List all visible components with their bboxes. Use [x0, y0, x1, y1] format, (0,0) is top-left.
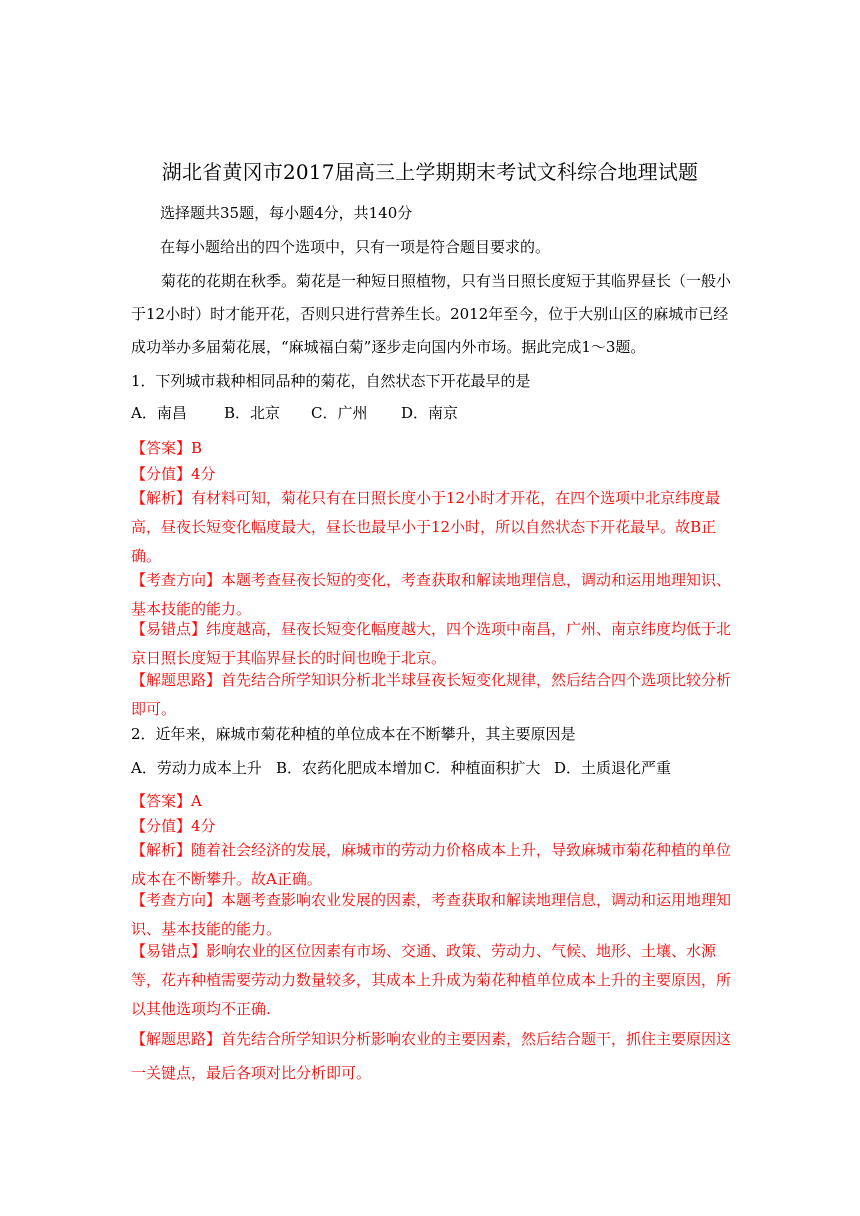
question-2-score: 【分值】4分: [131, 817, 216, 835]
question-2-options: [131, 758, 671, 778]
passage-paragraph: 菊花的花期在秋季。菊花是一种短日照植物，只有当日照长度短于其临界昼长（一般小于12小时）时才能开花，否则只进行营养生长。2012年至今，位于大别山区的麻城市已经成功举办多届菊花展，“麻城福白菊”逐步走向国内外市场。据此完成1～3题。: [131, 272, 732, 356]
question-2-option-d: D．土质退化严重: [554, 759, 672, 777]
question-2-focus: 【考查方向】本题考查影响农业发展的因素，考查获取和解读地理信息，调动和运用地理知识、基本技能的能力。: [131, 891, 732, 938]
question-1-option-b: B．北京: [224, 404, 281, 422]
question-1-option-c: C．广州: [311, 404, 368, 422]
question-2-stem: 2．近年来，麻城市菊花种植的单位成本在不断攀升，其主要原因是: [131, 725, 576, 743]
question-2-option-b: B．农药化肥成本增加: [276, 759, 423, 777]
question-1-answer: 【答案】B: [131, 439, 203, 457]
question-1-option-a: A．南昌: [131, 404, 187, 422]
question-2-approach: 【解题思路】首先结合所学知识分析影响农业的主要因素，然后结合题干，抓住主要原因这一关键点，最后各项对比分析即可。: [131, 1030, 732, 1082]
question-1-stem: 1．下列城市栽种相同品种的菊花，自然状态下开花最早的是: [131, 372, 531, 390]
question-1-analysis: 【解析】有材料可知，菊花只有在日照长度小于12小时才开花，在四个选项中北京纬度最高，昼夜长短变化幅度最大，昼长也最早小于12小时，所以自然状态下开花最早。故B正确。: [131, 489, 721, 565]
question-2-option-c: C．种植面积扩大: [424, 759, 541, 777]
question-2-pitfall: 【易错点】影响农业的区位因素有市场、交通、政策、劳动力、气候、地形、土壤、水源等，花卉种植需要劳动力数量较多，其成本上升成为菊花种植单位成本上升的主要原因，所以其他选项均不正确.: [131, 942, 732, 1018]
question-2-option-a: A．劳动力成本上升: [131, 759, 262, 777]
intro-line-1: 选择题共35题，每小题4分，共140分: [160, 204, 413, 222]
question-1-pitfall: 【易错点】纬度越高，昼夜长短变化幅度越大，四个选项中南昌，广州、南京纬度均低于北京日照长度短于其临界昼长的时间也晚于北京。: [131, 620, 732, 667]
document-title: 湖北省黄冈市2017届高三上学期期末考试文科综合地理试题: [161, 160, 699, 184]
question-1-options: [131, 403, 458, 423]
question-1-approach: 【解题思路】首先结合所学知识分析北半球昼夜长短变化规律，然后结合四个选项比较分析即可。: [131, 671, 732, 718]
question-1-score: 【分值】4分: [131, 465, 216, 483]
question-1-option-d: D．南京: [401, 404, 459, 422]
question-2-analysis: 【解析】随着社会经济的发展，麻城市的劳动力价格成本上升，导致麻城市菊花种植的单位成本在不断攀升。故A正确。: [131, 841, 732, 888]
intro-line-2: 在每小题给出的四个选项中，只有一项是符合题目要求的。: [160, 238, 551, 256]
question-2-answer: 【答案】A: [131, 792, 202, 810]
question-1-focus: 【考查方向】本题考查昼夜长短的变化，考查获取和解读地理信息，调动和运用地理知识、基本技能的能力。: [131, 571, 732, 618]
